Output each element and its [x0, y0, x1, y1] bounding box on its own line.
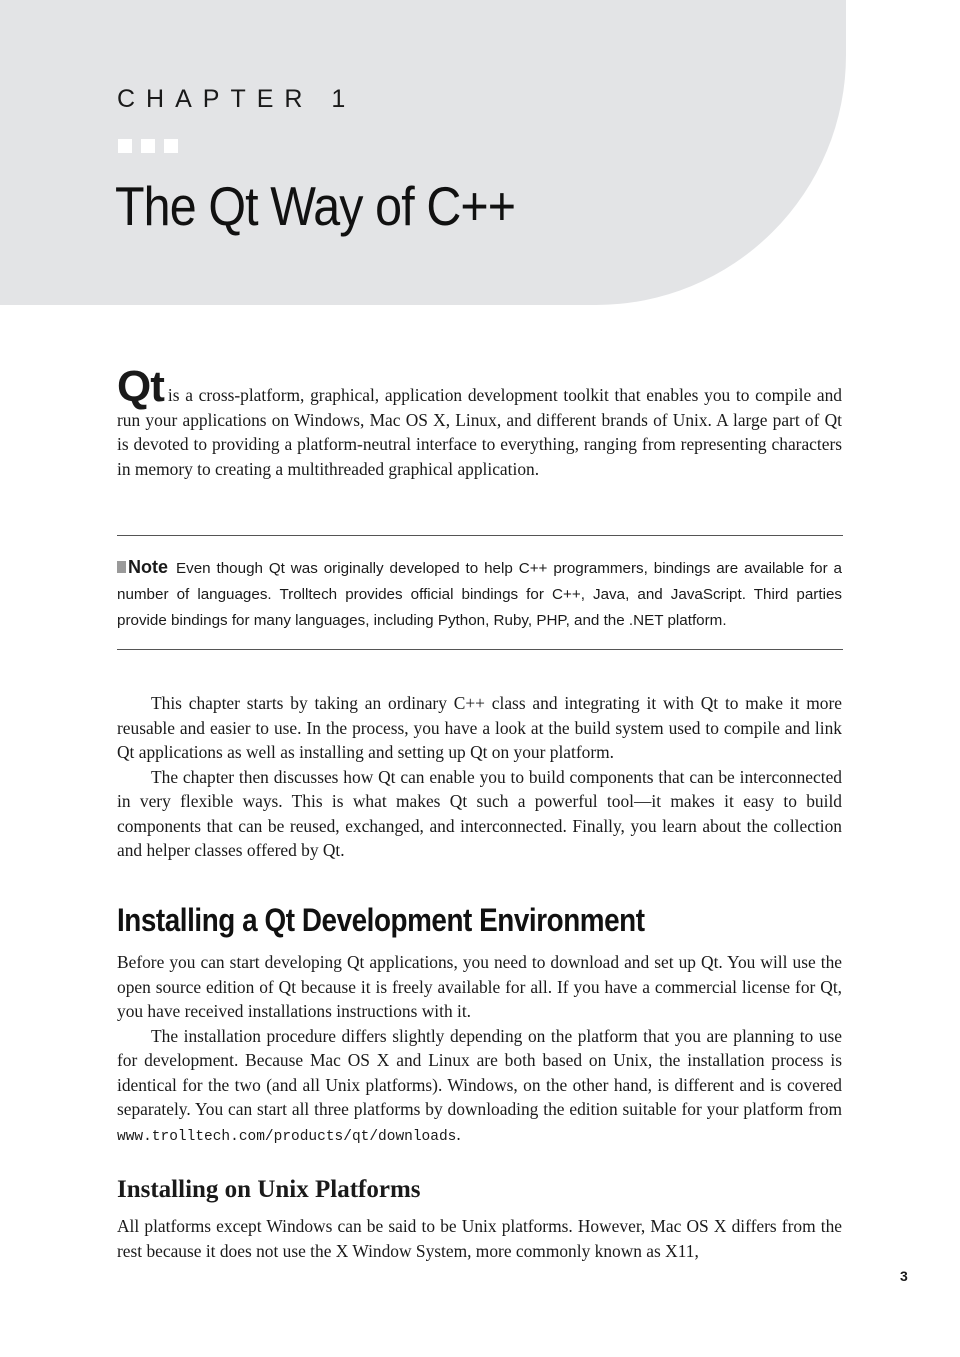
note-text: Even though Qt was originally developed to help C++ programmers, bindings are available for a number of languages. Trolltech provides official bindings for C++, Java, and JavaScript. Third parties provide bindings for many languages, including Python, Ruby, PHP, and the .NET platform.	[117, 560, 842, 629]
page-number: 3	[900, 1268, 908, 1284]
download-url: www.trolltech.com/products/qt/downloads	[117, 1128, 457, 1145]
unix-paragraph: All platforms except Windows can be said to be Unix platforms. However, Mac OS X differs from the rest because it does not use the X Window System, more commonly known as X11,	[117, 1216, 842, 1261]
overview-paragraph: The chapter then discusses how Qt can enable you to build components that can be interconnected in very flexible ways. This is what makes Qt such a powerful tool—it makes it easy to build components that can be reused, exchanged, and interconnected. Finally, you learn about the collection and helper classes offered by Qt.	[117, 766, 842, 860]
note-top-rule	[117, 535, 843, 536]
note-box	[117, 554, 842, 634]
chapter-title: The Qt Way of C++	[115, 175, 516, 237]
intro-text: is a cross-platform, graphical, application development toolkit that enables you to compile and run your applications on Windows, Mac OS X, Linux, and different brands of Unix. A large part of Qt is devoted to providing a platform-neutral interface to everything, ranging from representing characters in memory to creating a multithreaded graphical application.	[117, 385, 842, 479]
intro-paragraph	[117, 362, 842, 481]
note-marker-icon	[117, 561, 126, 573]
chapter-label: CHAPTER 1	[117, 85, 357, 113]
chapter-ornament	[118, 139, 187, 158]
overview-section	[117, 691, 842, 863]
installing-paragraph: The installation procedure differs slightly depending on the platform that you are planning to use for development. Because Mac OS X and Linux are both based on Unix, the installation process is identical for the two (and all Unix platforms). Windows, on the other hand, is different and is covered separately. You can start all three platforms by downloading the edition suitable for your platform from www.trolltech.com/products/qt/downloads.	[117, 1025, 842, 1145]
note-bottom-rule	[117, 649, 843, 650]
intro-lead-word: Qt	[117, 362, 164, 411]
section-heading-installing: Installing a Qt Development Environment	[117, 902, 645, 938]
overview-paragraph: This chapter starts by taking an ordinary C++ class and integrating it with Qt to make it more reusable and easier to use. In the process, you have a look at the build system used to compile and link Qt applications as well as installing and setting up Qt on your platform.	[117, 693, 842, 762]
unix-section-body	[117, 1214, 842, 1263]
installing-section-body	[117, 950, 842, 1149]
installing-paragraph: Before you can start developing Qt applications, you need to download and set up Qt. You will use the open source edition of Qt because it is freely available for all. If you have a commercial license for Qt, you have received installations instructions with it.	[117, 952, 842, 1021]
note-label: Note	[128, 557, 168, 577]
subsection-heading-unix: Installing on Unix Platforms	[117, 1176, 421, 1203]
